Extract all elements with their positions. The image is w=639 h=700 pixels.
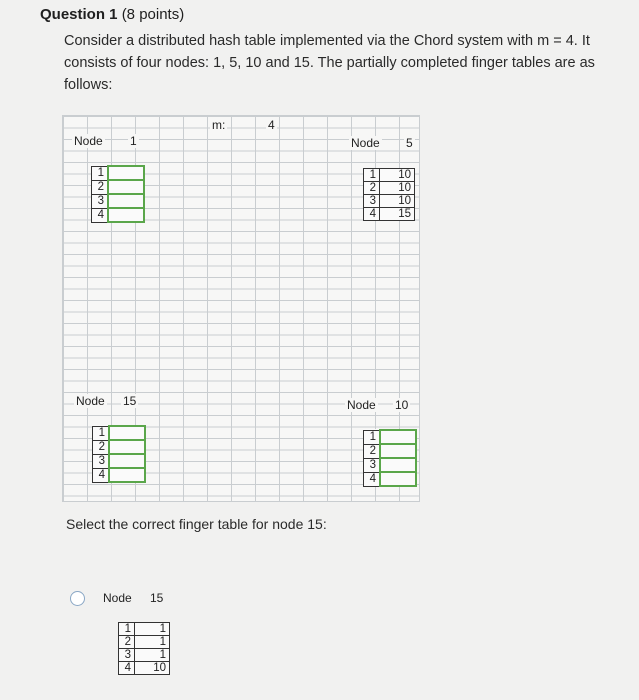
table-row: [364, 458, 417, 472]
table-row: [364, 195, 415, 208]
node-1-id: 1: [130, 134, 137, 148]
finger-index: 2: [364, 182, 380, 195]
finger-table-node-1: [91, 165, 145, 223]
table-row: [119, 623, 170, 636]
m-value: 4: [268, 118, 275, 132]
finger-value: [109, 440, 145, 454]
table-row: [364, 182, 415, 195]
table-row: [93, 468, 146, 482]
table-row: [364, 472, 417, 486]
finger-index: 3: [93, 454, 110, 468]
question-title: [40, 6, 184, 23]
option-a-finger-table: [118, 622, 170, 675]
option-a-radio[interactable]: [70, 591, 85, 606]
finger-index: 3: [119, 649, 135, 662]
finger-value: [380, 430, 416, 444]
finger-index: 4: [364, 208, 380, 221]
node-1-label: Node: [74, 134, 103, 148]
finger-value: [380, 444, 416, 458]
finger-index: 4: [93, 468, 110, 482]
finger-table-node-10: [363, 429, 417, 487]
finger-value: [380, 458, 416, 472]
node-10-id: 10: [395, 398, 409, 412]
node-5-id: 5: [406, 136, 413, 150]
node-15-label: Node: [76, 394, 105, 408]
finger-index: 1: [364, 430, 381, 444]
table-row: [92, 194, 145, 208]
finger-value: 1: [135, 636, 170, 649]
finger-value: 10: [380, 195, 415, 208]
finger-index: 1: [119, 623, 135, 636]
finger-value: [380, 472, 416, 486]
finger-index: 3: [364, 195, 380, 208]
finger-index: 2: [119, 636, 135, 649]
select-prompt: Select the correct finger table for node 15:: [66, 516, 327, 532]
table-row: [364, 444, 417, 458]
node-15-id: 15: [123, 394, 137, 408]
table-row: [364, 430, 417, 444]
node-10-label: Node: [347, 398, 376, 412]
finger-value: 10: [380, 182, 415, 195]
finger-index: 3: [92, 194, 109, 208]
finger-value: [109, 426, 145, 440]
node-5-label: Node: [351, 136, 380, 150]
m-label: m:: [212, 118, 226, 132]
finger-index: 4: [364, 472, 381, 486]
finger-value: [108, 166, 144, 180]
table-row: [364, 169, 415, 182]
table-row: [92, 180, 145, 194]
table-row: [364, 208, 415, 221]
option-a-node-id: 15: [150, 591, 164, 605]
finger-index: 4: [119, 662, 135, 675]
table-row: [119, 649, 170, 662]
table-row: [92, 208, 145, 222]
finger-value: 1: [135, 623, 170, 636]
finger-index: 1: [93, 426, 110, 440]
question-points: (8 points): [121, 6, 185, 23]
table-row: [93, 454, 146, 468]
finger-index: 2: [93, 440, 110, 454]
table-row: [93, 440, 146, 454]
option-a-node-label: Node: [103, 591, 132, 605]
finger-index: 1: [92, 166, 109, 180]
finger-value: 15: [380, 208, 415, 221]
finger-index: 2: [364, 444, 381, 458]
table-row: [119, 662, 170, 675]
question-prompt: Consider a distributed hash table implemented via the Chord system with m = 4. It consists of four nodes: 1, 5, 10 and 15. The partially completed finger tables are as follows:: [64, 33, 595, 93]
finger-index: 4: [92, 208, 109, 222]
finger-value: [108, 208, 144, 222]
finger-table-node-15: [92, 425, 146, 483]
finger-value: 10: [135, 662, 170, 675]
finger-value: [108, 194, 144, 208]
finger-index: 1: [364, 169, 380, 182]
finger-index: 2: [92, 180, 109, 194]
finger-value: [109, 468, 145, 482]
finger-value: [108, 180, 144, 194]
table-row: [93, 426, 146, 440]
finger-value: 10: [380, 169, 415, 182]
table-row: [119, 636, 170, 649]
table-row: [92, 166, 145, 180]
question-number: Question 1: [40, 6, 118, 23]
finger-value: [109, 454, 145, 468]
finger-value: 1: [135, 649, 170, 662]
finger-index: 3: [364, 458, 381, 472]
finger-table-node-5: [363, 168, 415, 221]
